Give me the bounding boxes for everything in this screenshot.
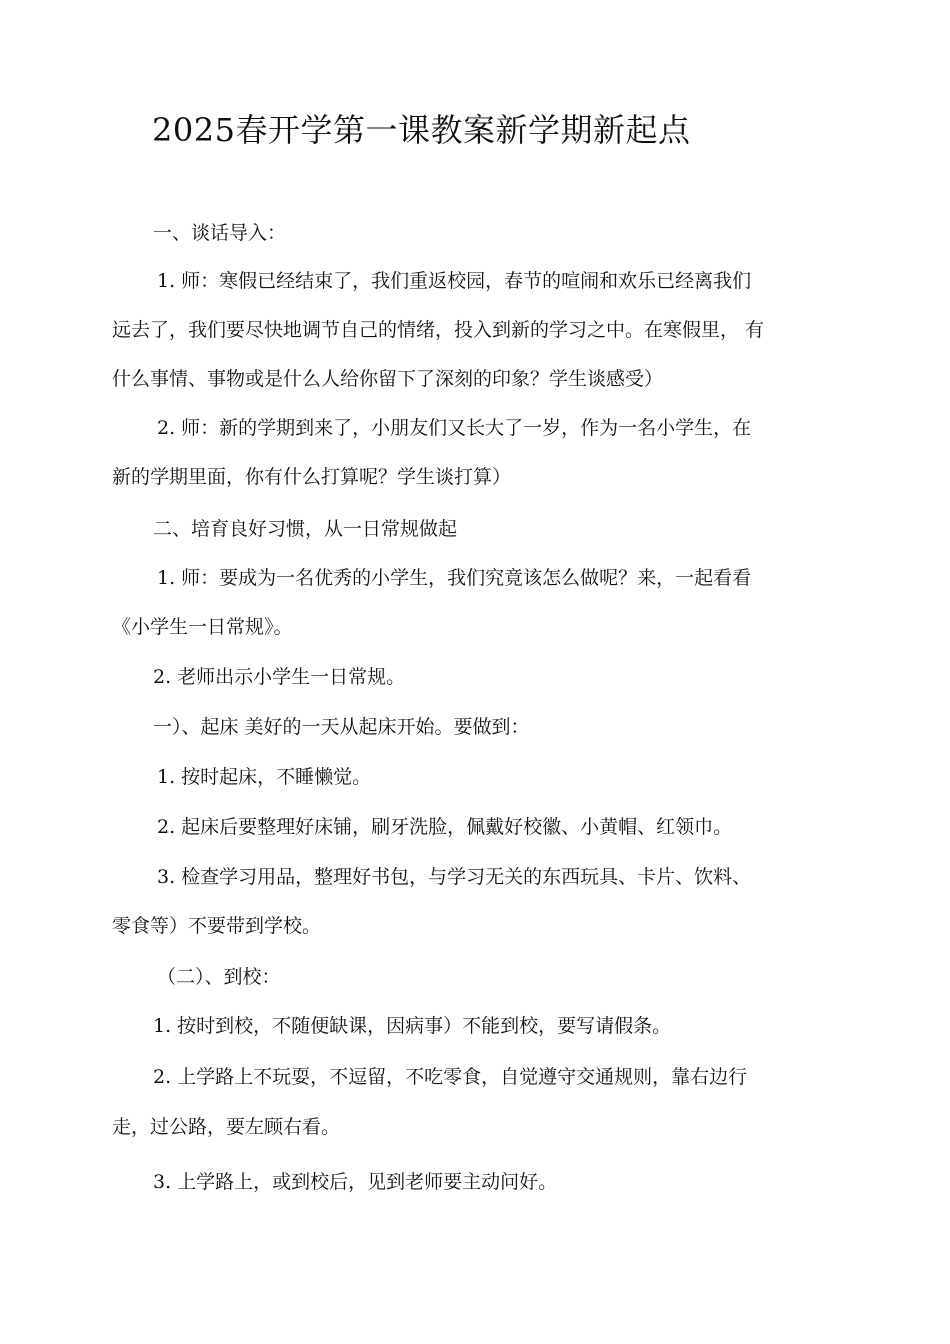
- subsection-heading-wakeup: 一）、起床 美好的一天从起床开始。要做到：: [153, 716, 530, 738]
- list-item: 2. 上学路上不玩耍，不逗留，不吃零食，自觉遵守交通规则，靠右边行: [153, 1066, 748, 1088]
- subsection-heading-arrival: （二）、到校：: [157, 966, 281, 988]
- list-item: 1. 按时到校，不随便缺课，因病事）不能到校，要写请假条。: [153, 1015, 672, 1037]
- section-heading-intro: 一、谈话导入：: [153, 222, 287, 244]
- list-item-continuation: 走，过公路，要左顾右看。: [112, 1116, 341, 1138]
- paragraph-line: 1. 师：寒假已经结束了，我们重返校园，春节的喧闹和欢乐已经离我们: [157, 270, 752, 292]
- list-item: 2. 起床后要整理好床铺，刷牙洗脸，佩戴好校徽、小黄帽、红领巾。: [157, 816, 733, 838]
- paragraph-line: 什么事情、事物或是什么人给你留下了深刻的印象？学生谈感受）: [112, 368, 664, 390]
- list-item: 3. 检查学习用品，整理好书包，与学习无关的东西玩具、卡片、饮料、: [157, 866, 752, 888]
- list-item-continuation: 零食等）不要带到学校。: [112, 915, 322, 937]
- paragraph-line: 新的学期里面，你有什么打算呢？学生谈打算）: [112, 466, 512, 488]
- paragraph-line: 2. 老师出示小学生一日常规。: [153, 666, 406, 688]
- section-heading-habits: 二、培育良好习惯，从一日常规做起: [153, 518, 458, 540]
- document-title: 2025春开学第一课教案新学期新起点: [152, 111, 691, 149]
- paragraph-line: 2. 师：新的学期到来了，小朋友们又长大了一岁，作为一名小学生，在: [157, 417, 752, 439]
- paragraph-line: 《小学生一日常规》。: [112, 616, 293, 638]
- paragraph-line: 1. 师：要成为一名优秀的小学生，我们究竟该怎么做呢？来，一起看看: [157, 567, 752, 589]
- list-item: 1. 按时起床，不睡懒觉。: [157, 766, 372, 788]
- paragraph-line: 远去了，我们要尽快地调节自己的情绪，投入到新的学习之中。在寒假里， 有: [112, 319, 765, 341]
- list-item: 3. 上学路上，或到校后，见到老师要主动问好。: [153, 1171, 558, 1193]
